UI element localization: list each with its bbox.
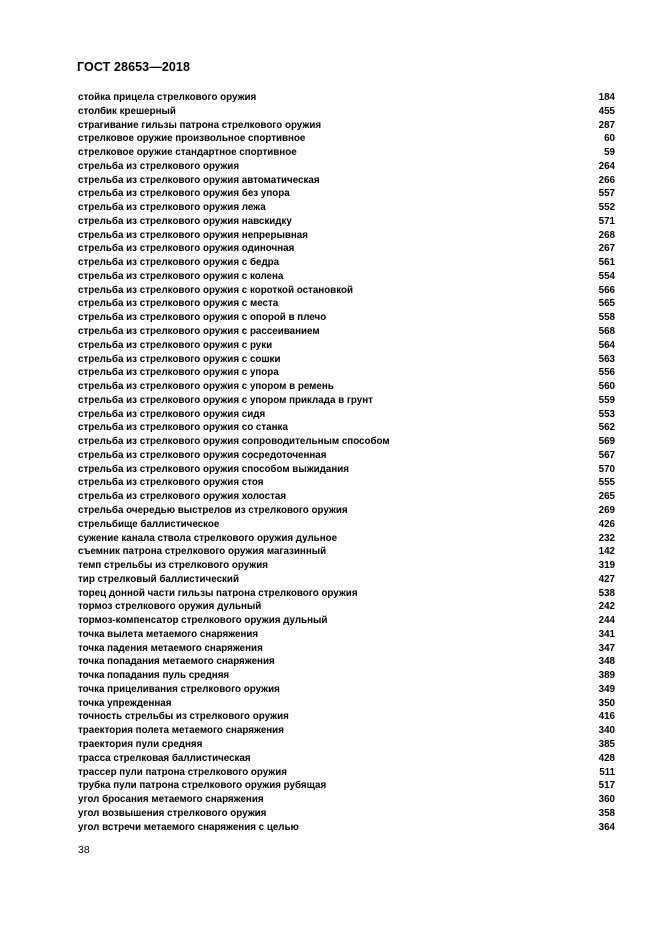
index-page-ref: 348	[598, 656, 615, 668]
index-term: точка попадания пуль средняя	[78, 670, 230, 682]
index-page-ref: 341	[598, 628, 615, 640]
index-page-ref: 553	[598, 408, 615, 420]
index-term: стрельба очередью выстрелов из стрелкового оружия	[78, 504, 348, 516]
index-term: стрельба из стрелкового оружия без упора	[78, 188, 290, 200]
index-page-ref: 538	[598, 587, 615, 599]
index-page-ref: 428	[598, 752, 615, 764]
index-page-ref: 242	[598, 601, 615, 613]
index-entry	[78, 532, 615, 546]
index-term: трубка пули патрона стрелкового оружия рубящая	[78, 780, 327, 792]
index-term: стрелковое оружие произвольное спортивное	[78, 133, 306, 145]
index-entry	[78, 435, 615, 449]
index-entry	[78, 807, 615, 821]
index-entry	[78, 380, 615, 394]
index-entry	[78, 573, 615, 587]
index-entry	[78, 669, 615, 683]
index-entry	[78, 394, 615, 408]
index-page-ref: 568	[598, 326, 615, 338]
index-entry	[78, 793, 615, 807]
index-entry	[78, 91, 615, 105]
index-entry	[78, 201, 615, 215]
index-entry	[78, 766, 615, 780]
index-page-ref: 554	[598, 270, 615, 282]
index-term: стрельба из стрелкового оружия навскидку	[78, 215, 292, 227]
index-page-ref: 567	[598, 449, 615, 461]
index-term: угол возвышения стрелкового оружия	[78, 807, 267, 819]
index-term: стрельба из стрелкового оружия непрерывная	[78, 229, 308, 241]
index-term: стрельба из стрелкового оружия с руки	[78, 339, 273, 351]
index-page-ref: 552	[598, 202, 615, 214]
index-entry	[78, 408, 615, 422]
index-list	[78, 91, 615, 834]
index-term: точка прицеливания стрелкового оружия	[78, 683, 280, 695]
index-page-ref: 560	[598, 381, 615, 393]
index-entry	[78, 559, 615, 573]
index-entry	[78, 490, 615, 504]
index-page-ref: 349	[598, 683, 615, 695]
index-term: точка упрежденная	[78, 697, 172, 709]
index-term: угол встречи метаемого снаряжения с целью	[78, 821, 299, 833]
index-entry	[78, 242, 615, 256]
index-term: тормоз стрелкового оружия дульный	[78, 601, 262, 613]
index-term: тормоз-компенсатор стрелкового оружия дульный	[78, 615, 328, 627]
index-entry	[78, 710, 615, 724]
index-page-ref: 265	[598, 491, 615, 503]
index-entry	[78, 366, 615, 380]
index-term: стрельба из стрелкового оружия сосредоточенная	[78, 449, 327, 461]
index-entry	[78, 642, 615, 656]
index-page-ref: 264	[598, 160, 615, 172]
index-page-ref: 517	[598, 780, 615, 792]
index-page-ref: 269	[598, 504, 615, 516]
index-term: столбик крешерный	[78, 105, 176, 117]
index-term: стрельба из стрелкового оружия	[78, 160, 240, 172]
index-entry	[78, 600, 615, 614]
index-term: стрельба из стрелкового оружия с упором в ремень	[78, 381, 334, 393]
document-header: ГОСТ 28653—2018	[77, 60, 191, 74]
index-entry	[78, 614, 615, 628]
index-entry	[78, 119, 615, 133]
index-page-ref: 60	[604, 133, 615, 145]
index-page-ref: 360	[598, 794, 615, 806]
index-page-ref: 416	[598, 711, 615, 723]
index-term: стрельба из стрелкового оружия автоматическая	[78, 174, 320, 186]
index-page-ref: 232	[598, 532, 615, 544]
index-term: стрельба из стрелкового оружия с бедра	[78, 257, 280, 269]
index-term: стрельба из стрелкового оружия с сошки	[78, 353, 281, 365]
index-page-ref: 268	[598, 229, 615, 241]
index-term: стрельбище баллистическое	[78, 518, 220, 530]
index-entry	[78, 421, 615, 435]
index-term: торец донной части гильзы патрона стрелкового оружия	[78, 587, 358, 599]
index-term: стрельба из стрелкового оружия с места	[78, 298, 279, 310]
index-page-ref: 142	[598, 546, 615, 558]
index-entry	[78, 174, 615, 188]
index-entry	[78, 187, 615, 201]
index-term: траектория пули средняя	[78, 738, 203, 750]
index-page-ref: 385	[598, 738, 615, 750]
index-term: съемник патрона стрелкового оружия магазинный	[78, 546, 327, 558]
index-page-ref: 389	[598, 670, 615, 682]
index-entry	[78, 146, 615, 160]
index-entry	[78, 752, 615, 766]
index-page-ref: 559	[598, 394, 615, 406]
index-page-ref: 556	[598, 367, 615, 379]
index-entry	[78, 229, 615, 243]
index-term: точность стрельбы из стрелкового оружия	[78, 711, 289, 723]
index-page-ref: 558	[598, 312, 615, 324]
page-number: 38	[78, 844, 90, 856]
index-entry	[78, 683, 615, 697]
index-entry	[78, 270, 615, 284]
index-page-ref: 511	[599, 766, 615, 778]
index-term: точка попадания метаемого снаряжения	[78, 656, 275, 668]
index-page-ref: 319	[598, 560, 615, 572]
index-entry	[78, 215, 615, 229]
index-entry	[78, 738, 615, 752]
index-entry	[78, 160, 615, 174]
index-term: стрельба из стрелкового оружия сидя	[78, 408, 266, 420]
index-page-ref: 426	[598, 518, 615, 530]
index-entry	[78, 655, 615, 669]
index-entry	[78, 132, 615, 146]
index-page-ref: 340	[598, 725, 615, 737]
index-term: стрельба из стрелкового оружия с упора	[78, 367, 279, 379]
index-entry	[78, 518, 615, 532]
index-term: трассер пули патрона стрелкового оружия	[78, 766, 287, 778]
index-term: стрельба из стрелкового оружия способом выжидания	[78, 463, 349, 475]
index-page-ref: 557	[598, 188, 615, 200]
index-page-ref: 564	[598, 339, 615, 351]
index-term: стрельба из стрелкового оружия сопроводительным способом	[78, 436, 390, 448]
index-term: стрельба из стрелкового оружия со станка	[78, 422, 288, 434]
index-entry	[78, 476, 615, 490]
index-term: трасса стрелковая баллистическая	[78, 752, 251, 764]
index-entry	[78, 724, 615, 738]
index-entry	[78, 339, 615, 353]
index-entry	[78, 284, 615, 298]
index-entry	[78, 463, 615, 477]
index-page-ref: 569	[598, 436, 615, 448]
index-entry	[78, 353, 615, 367]
index-term: стойка прицела стрелкового оружия	[78, 92, 257, 103]
index-term: точка вылета метаемого снаряжения	[78, 628, 259, 640]
index-term: стрельба из стрелкового оружия с короткой остановкой	[78, 284, 353, 296]
index-entry	[78, 105, 615, 119]
index-term: траектория полета метаемого снаряжения	[78, 725, 284, 737]
index-term: сужение канала ствола стрелкового оружия дульное	[78, 532, 338, 544]
index-entry	[78, 449, 615, 463]
index-page-ref: 266	[598, 174, 615, 186]
index-term: стрельба из стрелкового оружия с опорой в плечо	[78, 312, 327, 324]
index-page-ref: 184	[598, 92, 615, 103]
index-entry	[78, 545, 615, 559]
index-term: стрельба из стрелкового оружия стоя	[78, 477, 264, 489]
index-page-ref: 358	[598, 807, 615, 819]
index-page-ref: 562	[598, 422, 615, 434]
index-entry	[78, 325, 615, 339]
index-page-ref: 571	[598, 215, 615, 227]
index-page-ref: 244	[598, 615, 615, 627]
index-page-ref: 364	[598, 821, 615, 833]
index-term: стрельба из стрелкового оружия одиночная	[78, 243, 295, 255]
index-term: стрельба из стрелкового оружия холостая	[78, 491, 287, 503]
index-page-ref: 566	[598, 284, 615, 296]
index-page-ref: 267	[598, 243, 615, 255]
index-page-ref: 570	[598, 463, 615, 475]
index-page-ref: 59	[604, 147, 615, 159]
index-term: стрелковое оружие стандартное спортивное	[78, 147, 297, 159]
index-entry	[78, 628, 615, 642]
index-term: страгивание гильзы патрона стрелкового оружия	[78, 119, 322, 131]
index-page-ref: 347	[598, 642, 615, 654]
index-term: угол бросания метаемого снаряжения	[78, 794, 264, 806]
index-entry	[78, 587, 615, 601]
index-entry	[78, 256, 615, 270]
index-term: стрельба из стрелкового оружия лежа	[78, 202, 266, 214]
index-entry	[78, 697, 615, 711]
index-page-ref: 563	[598, 353, 615, 365]
index-page-ref: 350	[598, 697, 615, 709]
index-entry	[78, 311, 615, 325]
index-term: темп стрельбы из стрелкового оружия	[78, 560, 268, 572]
index-entry	[78, 297, 615, 311]
index-page-ref: 555	[598, 477, 615, 489]
index-term: тир стрелковый баллистический	[78, 573, 239, 585]
index-entry	[78, 504, 615, 518]
index-entry	[78, 779, 615, 793]
index-page-ref: 427	[598, 573, 615, 585]
index-page-ref: 565	[598, 298, 615, 310]
index-term: стрельба из стрелкового оружия с рассеиванием	[78, 326, 320, 338]
index-page-ref: 287	[598, 119, 615, 131]
index-page-ref: 561	[598, 257, 615, 269]
index-term: точка падения метаемого снаряжения	[78, 642, 263, 654]
index-term: стрельба из стрелкового оружия с упором приклада в грунт	[78, 394, 373, 406]
index-entry	[78, 821, 615, 835]
index-page-ref: 455	[598, 105, 615, 117]
index-term: стрельба из стрелкового оружия с колена	[78, 270, 284, 282]
